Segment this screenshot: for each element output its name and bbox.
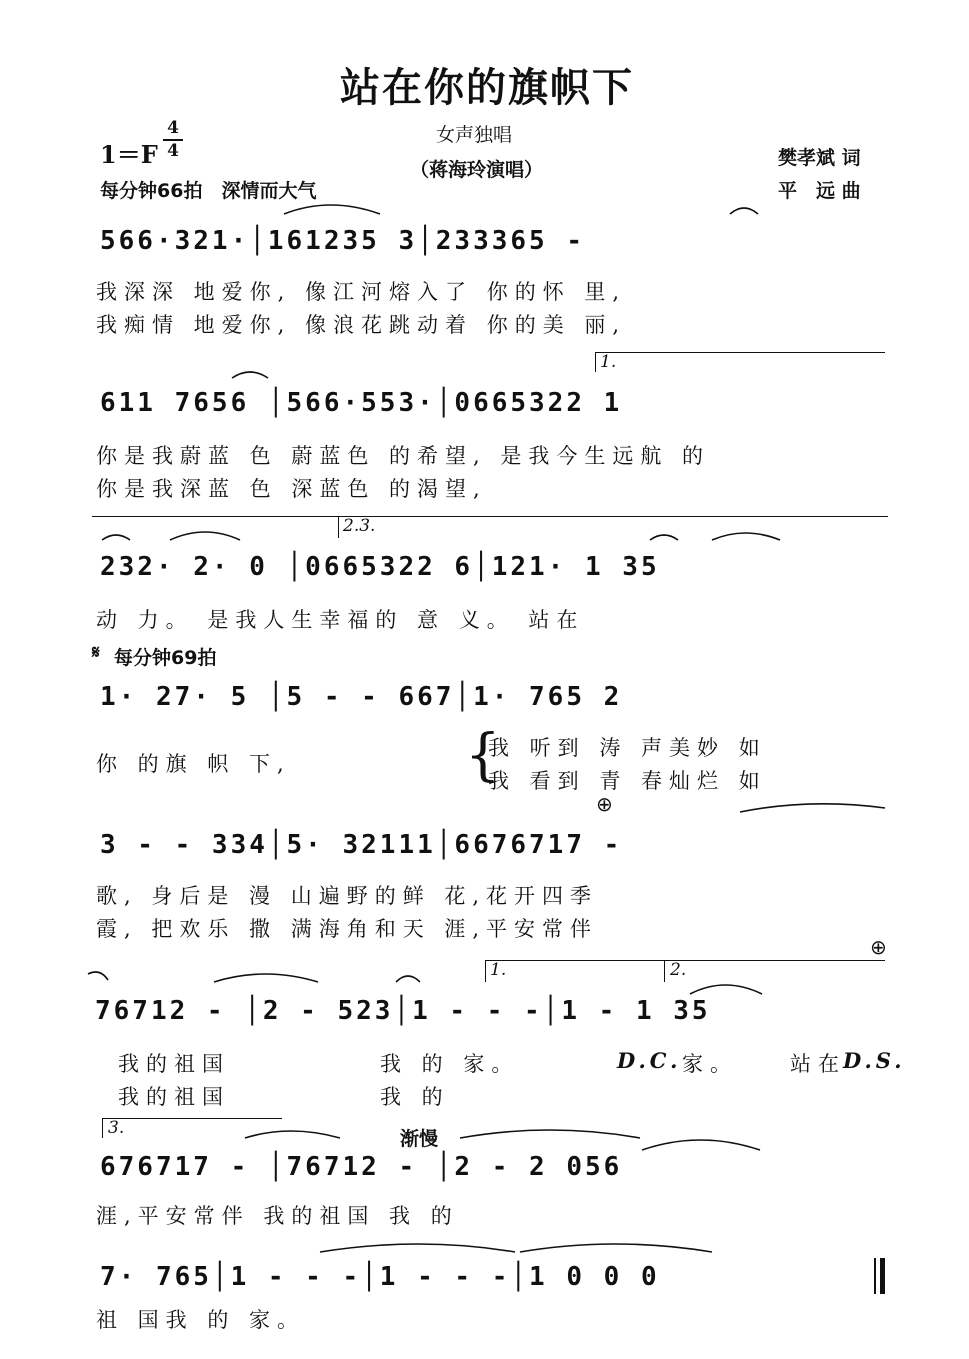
coda-icon-1: ⊕ [596, 792, 613, 816]
notes-row-3: 232· 2· 0 │0665322 6│121· 1 35 [100, 552, 660, 582]
slur [460, 1130, 640, 1138]
lyrics-row-5-verse-1: 歌, 身后是 漫 山遍野的鲜 花,花开四季 [96, 884, 599, 908]
key-signature: 1＝F [100, 140, 158, 169]
notes-row-5: 3 - - 334│5· 32111│6676717 - [100, 830, 623, 860]
lyrics-row-5-verse-2: 霞, 把欢乐 撒 满海角和天 涯,平安常伴 [96, 917, 599, 941]
lyrics-row-3: 动 力。 是我人生幸福的 意 义。 站在 [96, 608, 585, 632]
lyricist-credit: 樊孝斌 词 [778, 147, 861, 169]
ritardando-marking: 渐慢 [400, 1128, 439, 1150]
lyrics-row-6-verse-2-b: 我 的 [380, 1085, 450, 1109]
slur [284, 205, 380, 214]
ds-marking: D.S. [843, 1048, 906, 1073]
dc-marking: D.C. [617, 1048, 682, 1073]
slur [730, 208, 758, 214]
notes-row-8: 7· 765│1 - - -│1 - - -│1 0 0 0 [100, 1262, 660, 1292]
notes-row-7: 676717 - │76712 - │2 - 2 056 [100, 1152, 623, 1182]
slur [102, 535, 130, 540]
slur [88, 972, 108, 980]
voice-type: 女声独唱 [436, 124, 513, 146]
lyrics-row-7: 涯,平安常伴 我的祖国 我 的 [96, 1204, 459, 1228]
segno-icon: 𝄋 [92, 642, 100, 663]
lyrics-row-6-verse-1-b: 我 的 家。 [380, 1052, 520, 1076]
notes-row-6: 76712 - │2 - 523│1 - - -│1 - 1 35 [95, 996, 711, 1026]
slur [232, 372, 268, 378]
composer-credit: 平 远 曲 [778, 180, 861, 202]
coda-icon-2: ⊕ [870, 935, 887, 959]
singer-credit: （蒋海玲演唱） [410, 159, 544, 181]
song-title: 站在你的旗帜下 [340, 64, 634, 111]
slur [690, 985, 762, 994]
lyrics-row-6-verse-1-c: 家。 [682, 1052, 738, 1076]
volta-row-6-label-2: 2. [670, 960, 687, 980]
notes-row-4: 1· 27· 5 │5 - - 667│1· 765 2 [100, 682, 623, 712]
slur [245, 1131, 340, 1138]
lyrics-row-2-verse-2: 你是我深蓝 色 深蓝色 的渴望, [96, 477, 487, 501]
lyrics-row-4-verse-1: 我 听到 涛 声美妙 如 [488, 736, 767, 760]
slur [740, 804, 885, 812]
slur [650, 535, 678, 540]
slur [642, 1140, 760, 1150]
verse-brace-icon: { [465, 723, 501, 788]
lyrics-row-8: 祖 国我 的 家。 [96, 1308, 306, 1332]
slur [520, 1244, 712, 1252]
notes-row-2: 611 7656 │566·553·│0665322 1 [100, 388, 623, 418]
lyrics-row-6-verse-1-a: 我的祖国 [118, 1052, 230, 1076]
volta-3-label: 3. [108, 1118, 125, 1138]
volta-23-label: 2.3. [343, 516, 376, 536]
slur [396, 976, 420, 982]
lyrics-row-1-verse-2: 我痴情 地爱你, 像浪花跳动着 你的美 丽, [96, 313, 627, 337]
lyrics-row-1-verse-1: 我深深 地爱你, 像江河熔入了 你的怀 里, [96, 280, 627, 304]
slur [320, 1244, 515, 1252]
tempo-marking: 每分钟66拍 深情而大气 [100, 180, 317, 202]
lyrics-row-4-common: 你 的旗 帜 下, [96, 752, 291, 776]
time-signature-top: 4 [167, 118, 179, 138]
lyrics-row-6-verse-1-d: 站在 [790, 1052, 846, 1076]
slur [214, 974, 318, 982]
lyrics-row-6-verse-2-a: 我的祖国 [118, 1085, 230, 1109]
slur [170, 532, 240, 540]
notes-row-1: 566·321·│161235 3│233365 - [100, 226, 585, 256]
slur [712, 533, 780, 540]
tempo-marking-2: 每分钟69拍 [114, 647, 217, 669]
volta-1-label: 1. [600, 352, 617, 372]
lyrics-row-4-verse-2: 我 看到 青 春灿烂 如 [488, 769, 767, 793]
lyrics-row-2-verse-1: 你是我蔚蓝 色 蔚蓝色 的希望, 是我今生远航 的 [96, 444, 711, 468]
time-signature-bottom: 4 [167, 141, 179, 161]
volta-row-6-label-1: 1. [490, 960, 507, 980]
